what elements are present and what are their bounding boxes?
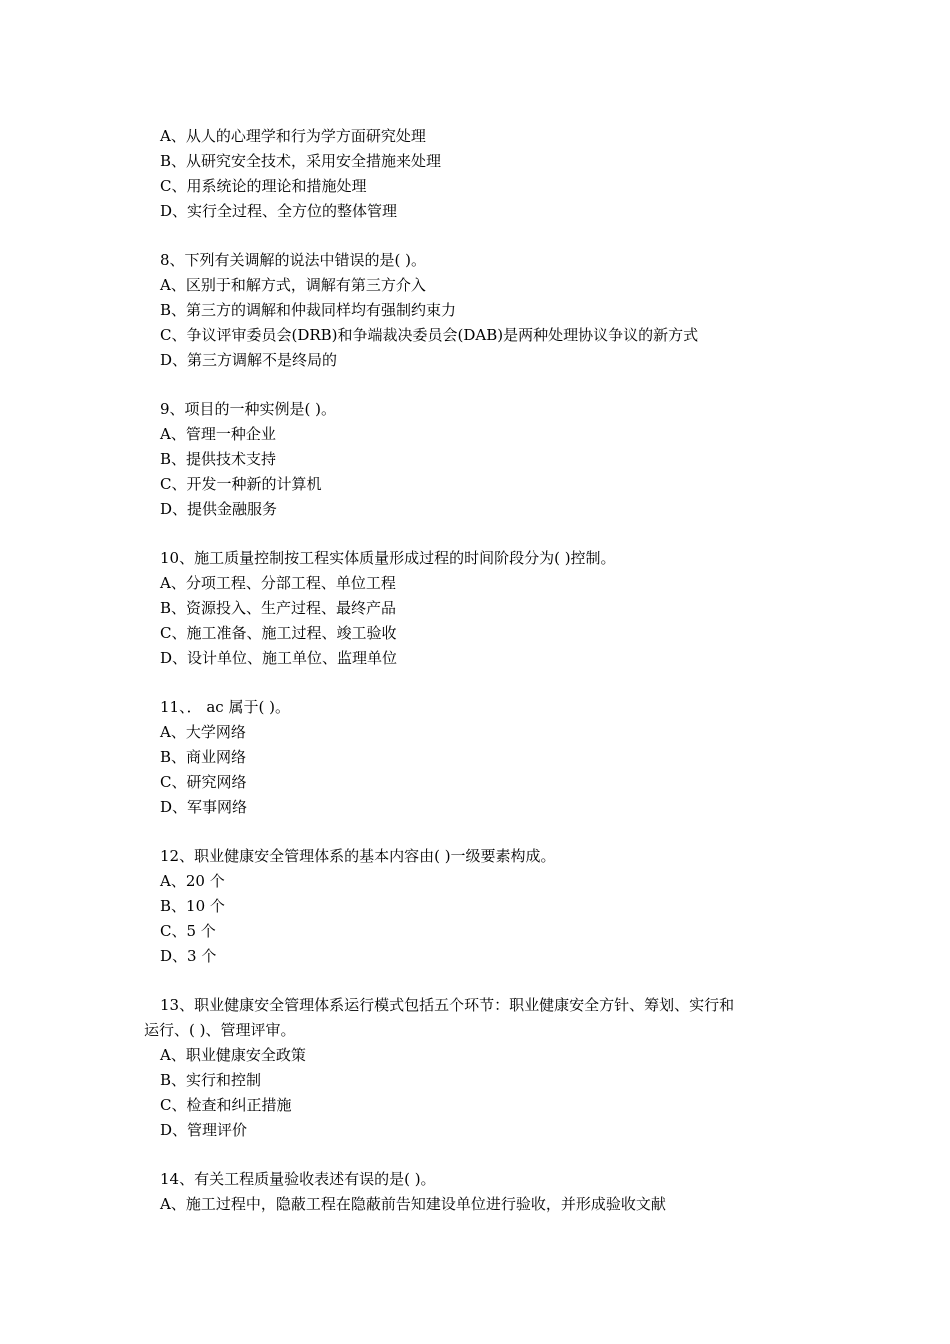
option-c: C、用系统论的理论和措施处理 — [160, 177, 367, 195]
question-stem: 14、有关工程质量验收表述有误的是( )。 — [160, 1170, 436, 1188]
question-stem-continued: 运行、( )、管理评审。 — [144, 1021, 296, 1039]
option-b: B、提供技术支持 — [160, 450, 277, 468]
question-stem: 8、下列有关调解的说法中错误的是( )。 — [160, 251, 427, 269]
question-block — [144, 248, 814, 373]
option-d: D、第三方调解不是终局的 — [160, 351, 338, 369]
option-d: D、实行全过程、全方位的整体管理 — [160, 202, 398, 220]
option-a: A、20 个 — [160, 872, 225, 890]
option-b: B、商业网络 — [160, 748, 247, 766]
option-c: C、5 个 — [160, 922, 216, 940]
option-d: D、3 个 — [160, 947, 217, 965]
option-b: B、从研究安全技术，采用安全措施来处理 — [160, 152, 442, 170]
option-d: D、提供金融服务 — [160, 500, 278, 518]
question-stem: 12、职业健康安全管理体系的基本内容由( )一级要素构成。 — [160, 847, 556, 865]
spacer — [144, 224, 814, 248]
spacer — [144, 522, 814, 546]
question-block — [144, 844, 814, 969]
question-stem: 13、职业健康安全管理体系运行模式包括五个环节：职业健康安全方针、筹划、实行和 — [160, 996, 735, 1014]
option-a: A、分项工程、分部工程、单位工程 — [160, 574, 396, 592]
option-d: D、军事网络 — [160, 798, 248, 816]
option-a: A、大学网络 — [160, 723, 246, 741]
spacer — [144, 820, 814, 844]
question-stem: 10、施工质量控制按工程实体质量形成过程的时间阶段分为( )控制。 — [160, 549, 616, 567]
question-stem: 9、项目的一种实例是( )。 — [160, 400, 337, 418]
option-a: A、管理一种企业 — [160, 425, 276, 443]
document-body — [144, 124, 814, 1217]
spacer — [144, 969, 814, 993]
question-block — [144, 397, 814, 522]
option-d: D、管理评价 — [160, 1121, 248, 1139]
option-b: B、资源投入、生产过程、最终产品 — [160, 599, 397, 617]
option-d: D、设计单位、施工单位、监理单位 — [160, 649, 398, 667]
question-block — [144, 124, 814, 224]
question-block — [144, 546, 814, 671]
option-c: C、检查和纠正措施 — [160, 1096, 292, 1114]
option-b: B、第三方的调解和仲裁同样均有强制约束力 — [160, 301, 457, 319]
spacer — [144, 1143, 814, 1167]
option-a: A、职业健康安全政策 — [160, 1046, 306, 1064]
option-a: A、区别于和解方式，调解有第三方介入 — [160, 276, 426, 294]
option-c: C、争议评审委员会(DRB)和争端裁决委员会(DAB)是两种处理协议争议的新方式 — [160, 326, 699, 344]
question-block — [144, 993, 814, 1143]
option-c: C、研究网络 — [160, 773, 247, 791]
question-block — [144, 695, 814, 820]
question-block — [144, 1167, 814, 1217]
spacer — [144, 671, 814, 695]
spacer — [144, 373, 814, 397]
option-c: C、施工准备、施工过程、竣工验收 — [160, 624, 397, 642]
question-stem: 11、． ac 属于( )。 — [160, 698, 290, 716]
option-a: A、施工过程中，隐蔽工程在隐蔽前告知建设单位进行验收，并形成验收文献 — [160, 1195, 666, 1213]
option-b: B、10 个 — [160, 897, 225, 915]
option-b: B、实行和控制 — [160, 1071, 262, 1089]
option-a: A、从人的心理学和行为学方面研究处理 — [160, 127, 426, 145]
option-c: C、开发一种新的计算机 — [160, 475, 322, 493]
